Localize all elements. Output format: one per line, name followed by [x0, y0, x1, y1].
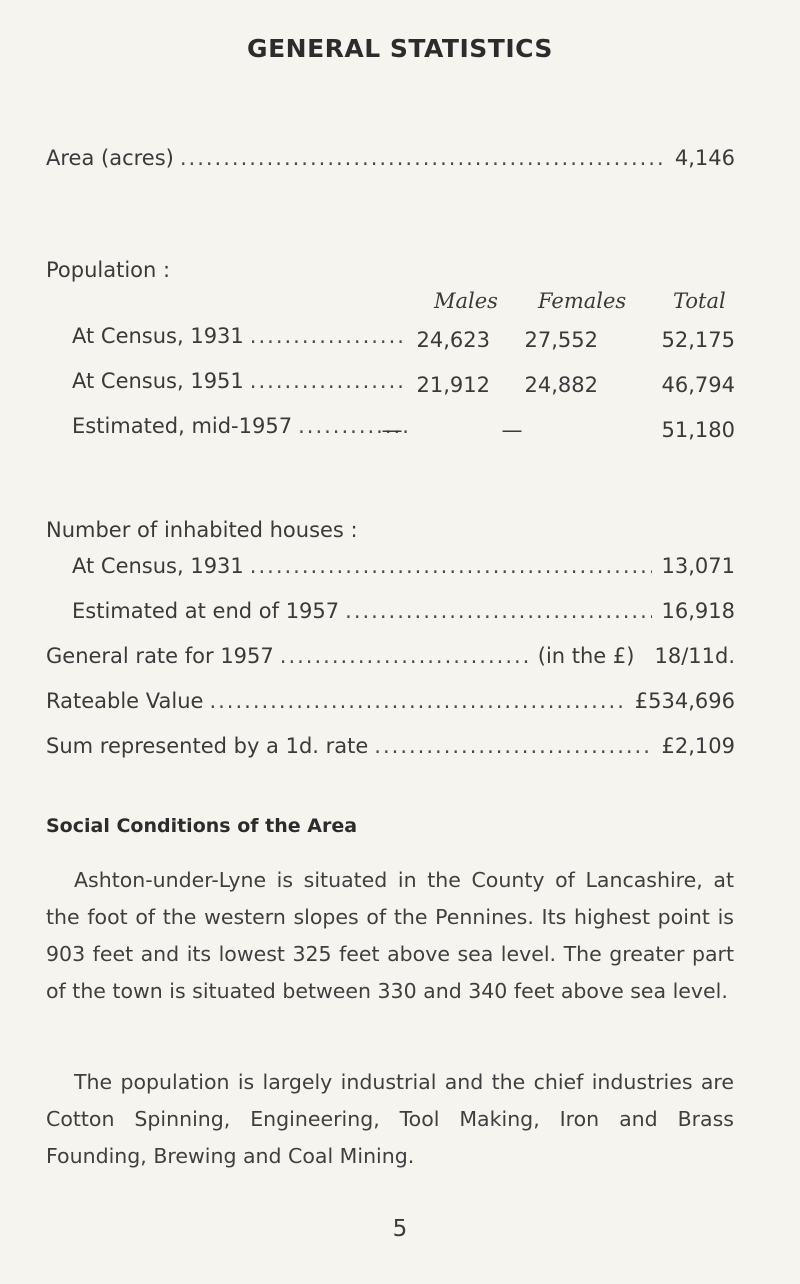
section-title: Social Conditions of the Area — [46, 815, 358, 837]
males-value: 24,623 — [416, 328, 490, 352]
row-value: £2,109 — [661, 734, 735, 758]
row-label: At Census, 1931 — [72, 554, 244, 578]
population-label: Population : — [46, 258, 171, 282]
column-total: Total — [673, 289, 726, 313]
row-value: 16,918 — [661, 599, 735, 623]
leader-dots — [280, 644, 528, 668]
row-label: General rate for 1957 — [46, 644, 274, 668]
page-number: 5 — [392, 1216, 408, 1242]
area-label: Area (acres) — [46, 146, 174, 170]
row-value: 13,071 — [661, 554, 735, 578]
leader-dots — [209, 689, 624, 713]
area-value: 4,146 — [674, 146, 735, 170]
total-value: 51,180 — [661, 418, 735, 442]
penny-rate-row — [46, 734, 735, 764]
leader-dots — [250, 554, 652, 578]
row-label: Estimated, mid-1957 — [72, 414, 293, 438]
rate-note: (in the £) — [537, 644, 635, 668]
total-value: 46,794 — [661, 373, 735, 397]
paragraph: Ashton-under-Lyne is situated in the County of Lancashire, at the foot of the western slopes of the Pennines. Its highest point is 903 feet and its lowest 325 feet above sea level. The greater part of the town is situated between 330 and 340 feet above sea level. — [46, 868, 734, 1003]
total-value: 52,175 — [661, 328, 735, 352]
paragraph: The population is largely industrial and the chief industries are Cotton Spinning, Engineering, Tool Making, Iron and Brass Founding, Brewing and Coal Mining. — [46, 1070, 734, 1168]
population-row — [72, 369, 408, 399]
houses-census-row — [72, 554, 735, 584]
females-value: — — [501, 418, 523, 442]
males-value: 21,912 — [416, 373, 490, 397]
row-value: 18/11d. — [654, 644, 735, 668]
houses-estimated-row — [72, 599, 735, 629]
row-label: At Census, 1931 — [72, 324, 244, 348]
rateable-value-row — [46, 689, 735, 719]
general-rate-row — [46, 644, 735, 674]
females-value: 24,882 — [524, 373, 598, 397]
column-males: Males — [434, 289, 498, 313]
houses-label: Number of inhabited houses : — [46, 518, 358, 542]
leader-dots — [374, 734, 651, 758]
males-value: — — [381, 418, 403, 442]
females-value: 27,552 — [524, 328, 598, 352]
column-females: Females — [538, 289, 627, 313]
row-label: Sum represented by a 1d. rate — [46, 734, 369, 758]
row-label: Rateable Value — [46, 689, 204, 713]
area-row — [46, 146, 735, 176]
population-row — [72, 324, 408, 354]
page-title: GENERAL STATISTICS — [247, 34, 553, 63]
leader-dots — [345, 599, 651, 623]
leader-dots — [180, 146, 665, 170]
row-value: £534,696 — [634, 689, 735, 713]
row-label: At Census, 1951 — [72, 369, 244, 393]
row-label: Estimated at end of 1957 — [72, 599, 340, 623]
